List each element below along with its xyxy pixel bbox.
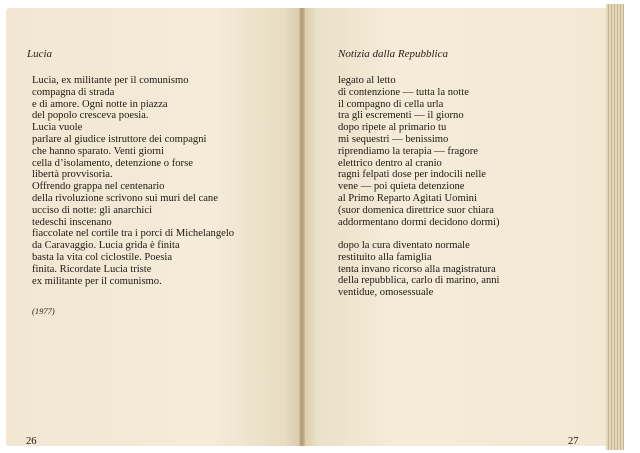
poem-line: (suor domenica direttrice suor chiara bbox=[338, 204, 494, 216]
poem-line: mi sequestri — benissimo bbox=[338, 133, 449, 145]
poem-line: basta la vita col ciclostile. Poesia bbox=[32, 251, 173, 263]
poem-line: di contenzione — tutta la notte bbox=[338, 86, 469, 98]
poem-line: ragni felpati dose per indocili nelle bbox=[338, 169, 486, 181]
poem-line: parlare al giudice istruttore dei compagni bbox=[32, 133, 207, 145]
poem-line: cella d’isolamento, detenzione o forse bbox=[32, 157, 193, 169]
right-running-head: Notizia dalla Repubblica bbox=[338, 48, 448, 60]
poem-line: elettrico dentro al cranio bbox=[338, 157, 442, 169]
poem-line: tedeschi inscenano bbox=[32, 216, 112, 228]
poem-line: da Caravaggio. Lucia grida è finita bbox=[32, 240, 180, 252]
poem-line: che hanno sparato. Venti giorni bbox=[32, 145, 164, 157]
poem-line: finita. Ricordate Lucia triste bbox=[32, 263, 152, 275]
poem-line: legato al letto bbox=[338, 75, 396, 86]
poem-line: libertà provvisoria. bbox=[32, 169, 113, 181]
poem-line: al Primo Reparto Agitati Uomini bbox=[338, 192, 477, 204]
poem-line: tra gli escrementi — il giorno bbox=[338, 110, 464, 122]
poem-line: della repubblica, carlo di marino, anni bbox=[338, 275, 500, 287]
poem-line: il compagno di cella urla bbox=[338, 98, 444, 110]
poem-line: del popolo cresceva poesia. bbox=[32, 110, 149, 122]
left-running-head: Lucia bbox=[27, 48, 53, 60]
poem-line: restituito alla famiglia bbox=[338, 251, 432, 263]
book-spine-shadow bbox=[299, 8, 305, 446]
poem-line: ex militante per il comunismo. bbox=[32, 275, 162, 287]
poem-line: Lucia vuole bbox=[32, 122, 83, 134]
poem-stanza-1 bbox=[338, 75, 500, 228]
poem-lucia bbox=[32, 75, 234, 287]
poem-line: dopo ripete al primario tu bbox=[338, 122, 447, 134]
left-page bbox=[6, 8, 302, 446]
poem-line: ucciso di notte: gli anarchici bbox=[32, 204, 153, 216]
right-page bbox=[302, 8, 606, 446]
poem-line: dopo la cura diventato normale bbox=[338, 240, 470, 251]
poem-line: ventidue, omosessuale bbox=[338, 287, 434, 299]
poem-line: Lucia, ex militante per il comunismo bbox=[32, 75, 189, 86]
poem-line: addormentano dormi decidono dormi) bbox=[338, 216, 500, 228]
page-number-right: 27 bbox=[568, 436, 579, 446]
poem-date: (1977) bbox=[32, 306, 55, 316]
poem-line: compagna di strada bbox=[32, 86, 115, 98]
poem-line: della rivoluzione scrivono sui muri del cane bbox=[32, 192, 218, 204]
poem-line: vene — poi quieta detenzione bbox=[338, 181, 465, 193]
poem-line: riprendiamo la terapia — fragore bbox=[338, 145, 479, 157]
poem-line: e di amore. Ogni notte in piazza bbox=[32, 98, 168, 110]
page-edge-stack bbox=[606, 4, 624, 450]
poem-stanza-2 bbox=[338, 240, 500, 299]
poem-line: fiaccolate nel cortile tra i porci di Michelangelo bbox=[32, 228, 235, 240]
page-number-left: 26 bbox=[26, 436, 37, 446]
poem-line: Offrendo grappa nel centenario bbox=[32, 181, 165, 193]
poem-line: tenta invano ricorso alla magistratura bbox=[338, 263, 496, 275]
